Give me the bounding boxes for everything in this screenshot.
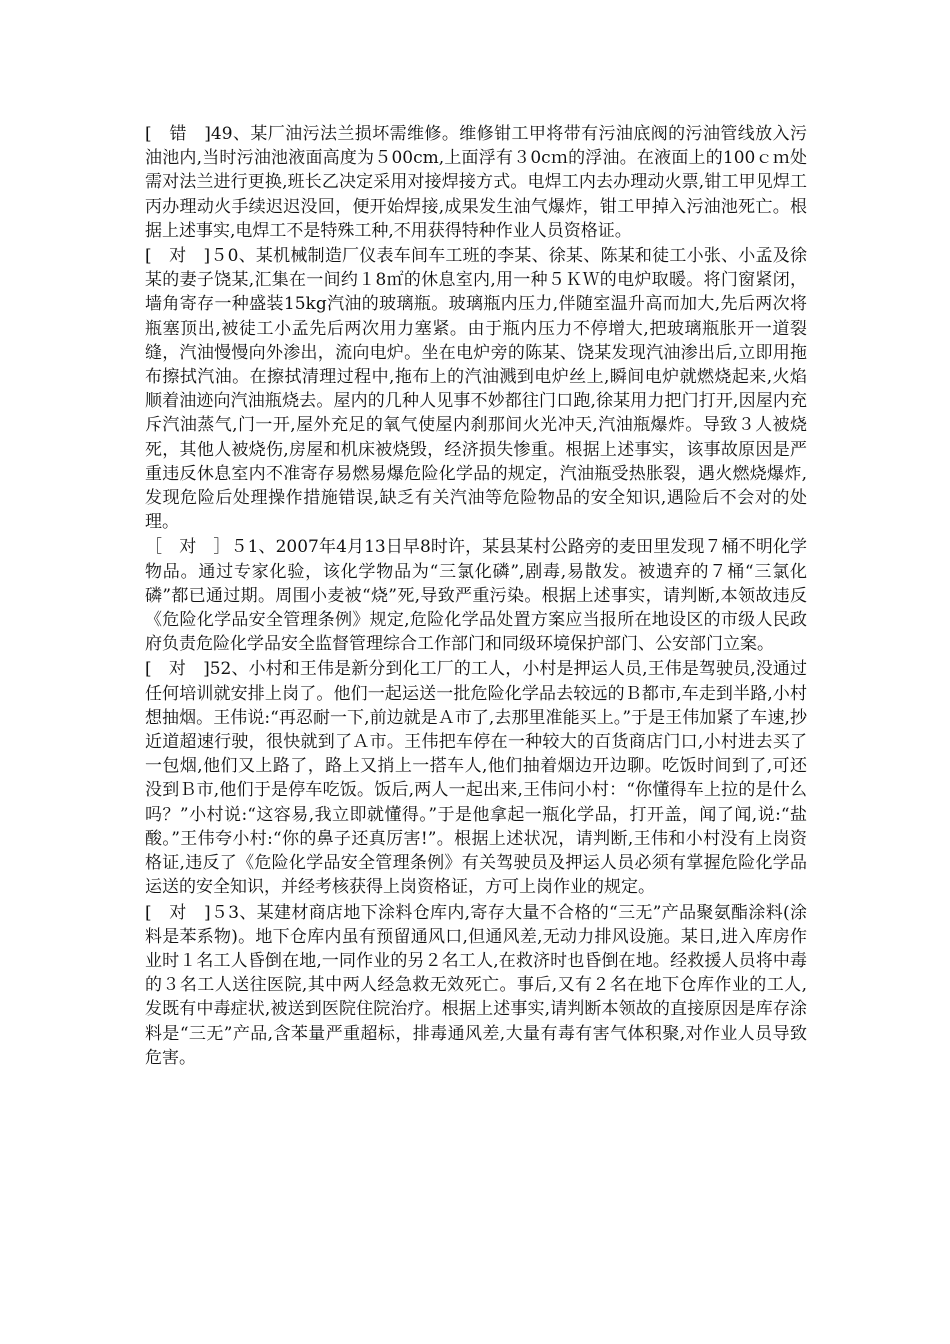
question-51 (145, 535, 807, 656)
answer-mark: [ 错 ] (145, 124, 211, 144)
document-body (145, 122, 807, 1070)
question-text: 52、小村和王伟是新分到化工厂的工人，小村是押运人员,王伟是驾驶员,没通过任何培训就安排上岗了。他们一起运送一批危险化学品去较远的Ｂ都市,车走到半路,小村想抽烟。王伟说:“再忍耐一下,前边就是Ａ市了,去那里准能买上。”于是王伟加紧了车速,抄近道超速行驶，很快就到了Ａ市。王伟把车停在一种较大的百货商店门口,小村进去买了一包烟,他们又上路了，路上又捎上一搭车人,他们抽着烟边开边聊。吃饭时间到了,可还没到Ｂ市,他们于是停车吃饭。饭后,两人一起出来,王伟问小村：“你懂得车上拉的是什么吗？”小村说:“这容易,我立即就懂得。”于是他拿起一瓶化学品，打开盖，闻了闻,说:“盐酸。”王伟夸小村:“你的鼻子还真厉害!”。根据上述状况，请判断,王伟和小村没有上岗资格证,违反了《危险化学品安全管理条例》有关驾驶员及押运人员必须有掌握危险化学品运送的安全知识，并经考核获得上岗资格证，方可上岗作业的规定。 (145, 659, 807, 898)
question-text: ５1、2007年4月13日早8时许，某县某村公路旁的麦田里发现７桶不明化学物品。通过专家化验，该化学物品为“三氯化磷”,剧毒,易散发。被遗弃的７桶“三氯化磷”都已通过期。周围小麦被“烧”死,导致严重污染。根据上述事实，请判断,本领故违反《危险化学品安全管理条例》规定,危险化学品处置方案应当报所在地设区的市级人民政府负责危险化学品安全监督管理综合工作部门和同级环境保护部门、公安部门立案。 (145, 537, 808, 655)
question-50 (145, 244, 807, 534)
question-text: ５0、某机械制造厂仪表车间车工班的李某、徐某、陈某和徒工小张、小孟及徐某的妻子饶某,汇集在一间约１8㎡的休息室内,用一种５ＫＷ的电炉取暖。将门窗紧闭，墙角寄存一种盛装15kg汽油的玻璃瓶。玻璃瓶内压力,伴随室温升高而加大,先后两次将瓶塞顶出,被徒工小孟先后两次用力塞紧。由于瓶内压力不停增大,把玻璃瓶胀开一道裂缝，汽油慢慢向外渗出，流向电炉。坐在电炉旁的陈某、饶某发现汽油渗出后,立即用拖布擦拭汽油。在擦拭清理过程中,拖布上的汽油溅到电炉丝上,瞬间电炉就燃烧起来,火焰顺着油迹向汽油瓶烧去。屋内的几种人见事不妙都往门口跑,徐某用力把门打开,因屋内充斥汽油蒸气,门一开,屋外充足的氧气使屋内刹那间火光冲天,汽油瓶爆炸。导致３人被烧死，其他人被烧伤,房屋和机床被烧毁，经济损失惨重。根据上述事实，该事故原因是严重违反休息室内不准寄存易燃易爆危险化学品的规定，汽油瓶受热胀裂，遇火燃烧爆炸,发现危险后处理操作措施错误,缺乏有关汽油等危险物品的安全知识,遇险后不会对的处理。 (145, 246, 807, 533)
question-53 (145, 901, 807, 1070)
answer-mark: [ 对 ] (145, 659, 210, 680)
answer-mark: [ 对 ] (145, 902, 211, 923)
answer-mark: ［ 对 ］ (145, 537, 231, 558)
question-52 (145, 657, 807, 899)
question-text: 49、某厂油污法兰损坏需维修。维修钳工甲将带有污油底阀的污油管线放入污油池内,当时污油池液面高度为５00cm,上面浮有３0cｍ的浮油。在液面上的100ｃｍ处需对法兰进行更换,班长乙决定采用对接焊接方式。电焊工内去办理动火票,钳工甲见焊工丙办理动火手续迟迟没回，便开始焊接,成果发生油气爆炸，钳工甲掉入污油池死亡。根据上述事实,电焊工不是特殊工种,不用获得特种作业人员资格证。 (145, 124, 807, 241)
question-text: ５3、某建材商店地下涂料仓库内,寄存大量不合格的“三无”产品聚氨酯涂料(涂料是苯系物)。地下仓库内虽有预留通风口,但通风差,无动力排风设施。某日,进入库房作业时１名工人昏倒在地,一同作业的另２名工人,在救济时也昏倒在地。经救援人员将中毒的３名工人送往医院,其中两人经急救无效死亡。事后,又有２名在地下仓库作业的工人,发既有中毒症状,被送到医院住院治疗。根据上述事实,请判断本领故的直接原因是库存涂料是“三无”产品,含苯量严重超标，排毒通风差,大量有毒有害气体积聚,对作业人员导致危害。 (145, 902, 808, 1068)
answer-mark: [ 对 ] (145, 246, 211, 267)
question-49 (145, 122, 807, 243)
